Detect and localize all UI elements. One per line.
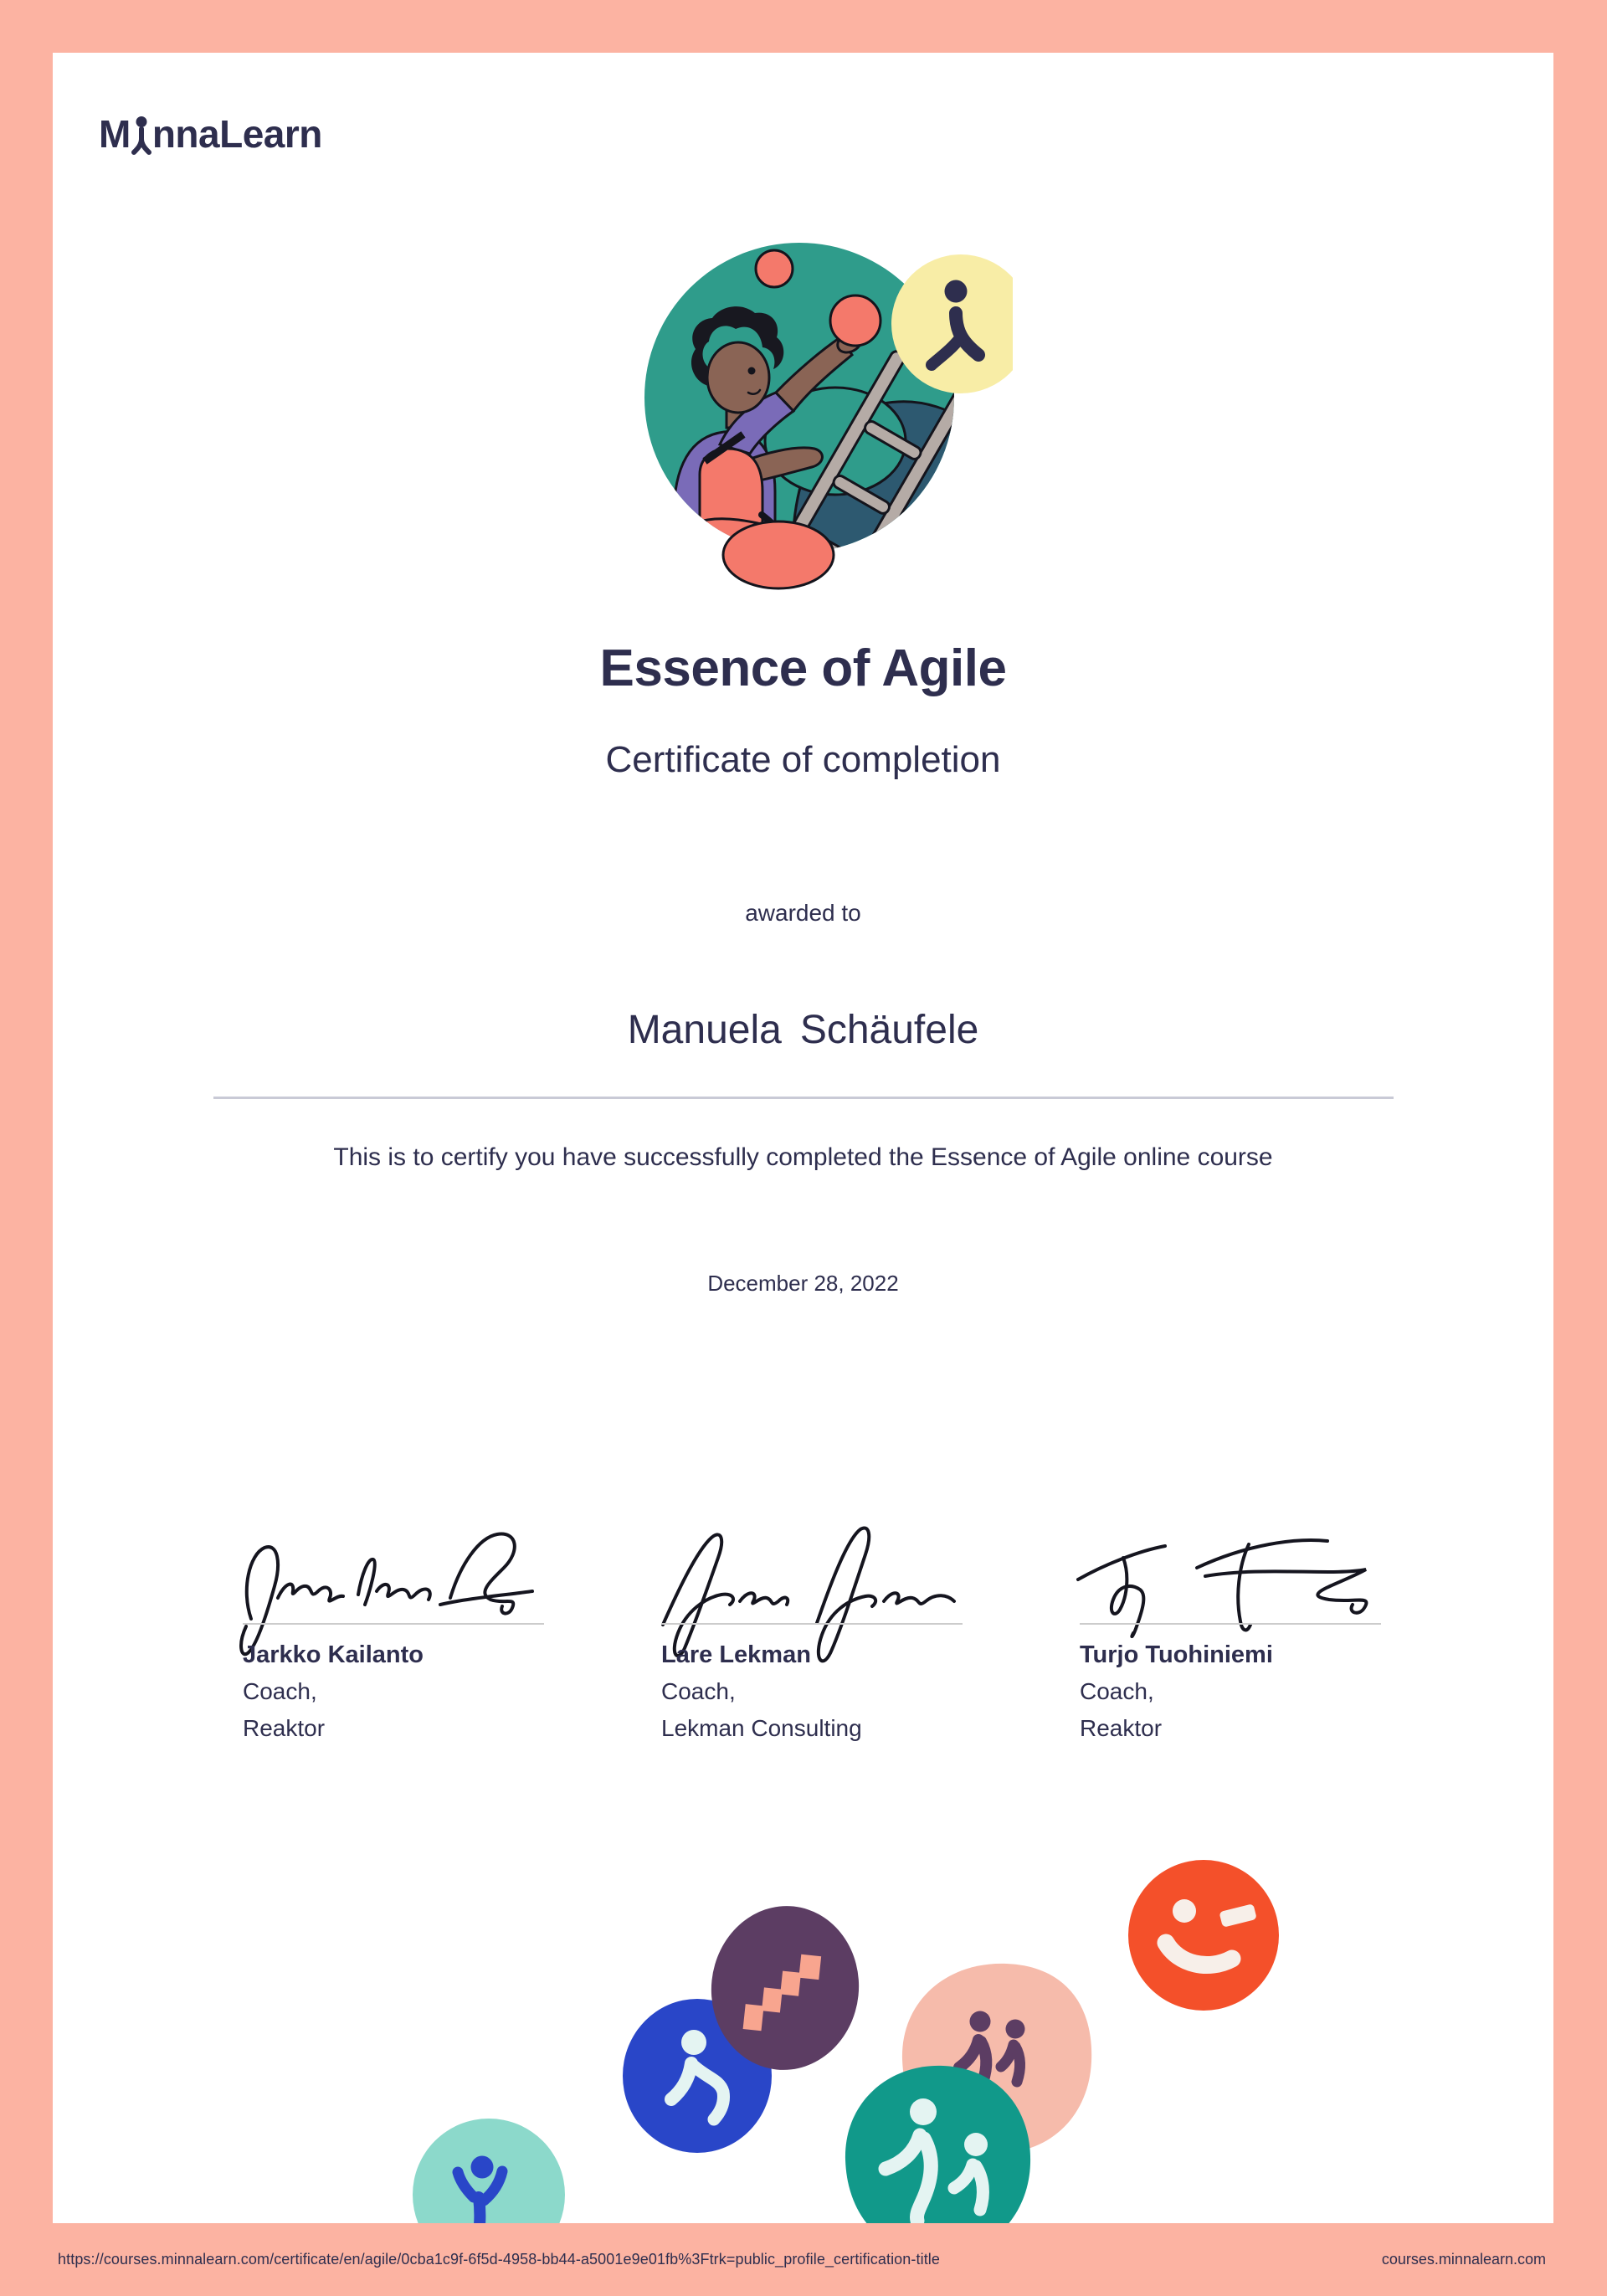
signatory-organization: Reaktor [1080, 1715, 1163, 1741]
signatory-role: Coach, [243, 1678, 317, 1704]
signatory-name: Turjo Tuohiniemi [1080, 1641, 1273, 1668]
course-title: Essence of Agile [599, 639, 1007, 697]
recipient-underline [213, 1097, 1394, 1099]
signature-handwriting-icon [653, 1514, 971, 1631]
signature-block [1080, 1514, 1389, 1765]
minnalearn-logo [99, 111, 322, 157]
certificate-paper [53, 53, 1553, 2223]
signature-line [661, 1623, 963, 1625]
signatory-name: Jarkko Kailanto [243, 1641, 424, 1668]
recipient-name [53, 1007, 1553, 1053]
signature-line [243, 1623, 544, 1625]
signature-line [1080, 1623, 1381, 1625]
completion-date: December 28, 2022 [707, 1271, 899, 1296]
signatory-organization: Lekman Consulting [661, 1715, 862, 1741]
recipient-last-name: Schäufele [799, 1008, 979, 1052]
certificate-subtitle: Certificate of completion [605, 739, 1001, 780]
person-i-icon [131, 116, 151, 155]
decorative-blob-cluster [53, 1836, 1553, 2223]
logo-text-prefix: M [99, 112, 131, 156]
signatory-name: Lare Lekman [661, 1641, 811, 1668]
wink-smiley-icon [1128, 1860, 1279, 2011]
person-juggling-on-ladder-illustration [594, 239, 1013, 590]
recipient-first-name: Manuela [627, 1008, 782, 1052]
signatory-role: Coach, [661, 1678, 736, 1704]
signatory-role: Coach, [1080, 1678, 1154, 1704]
footer-site-name: courses.minnalearn.com [1381, 2251, 1546, 2268]
signature-handwriting-icon [234, 1514, 552, 1631]
signature-handwriting-icon [1071, 1514, 1389, 1631]
signatory-organization: Reaktor [243, 1715, 326, 1741]
cheering-person-icon [413, 2119, 565, 2223]
logo-text-suffix: nnaLearn [151, 112, 322, 156]
certification-statement: This is to certify you have successfully completed the Essence of Agile online course [333, 1143, 1273, 1171]
signature-block [243, 1514, 552, 1765]
awarded-to-label: awarded to [745, 900, 861, 926]
footer-certificate-url: https://courses.minnalearn.com/certificate/en/agile/0cba1c9f-6f5d-4958-bb44-a5001e9e01fb%3Ftrk=public_profile_certification-title [58, 2251, 940, 2268]
signature-block [661, 1514, 971, 1765]
